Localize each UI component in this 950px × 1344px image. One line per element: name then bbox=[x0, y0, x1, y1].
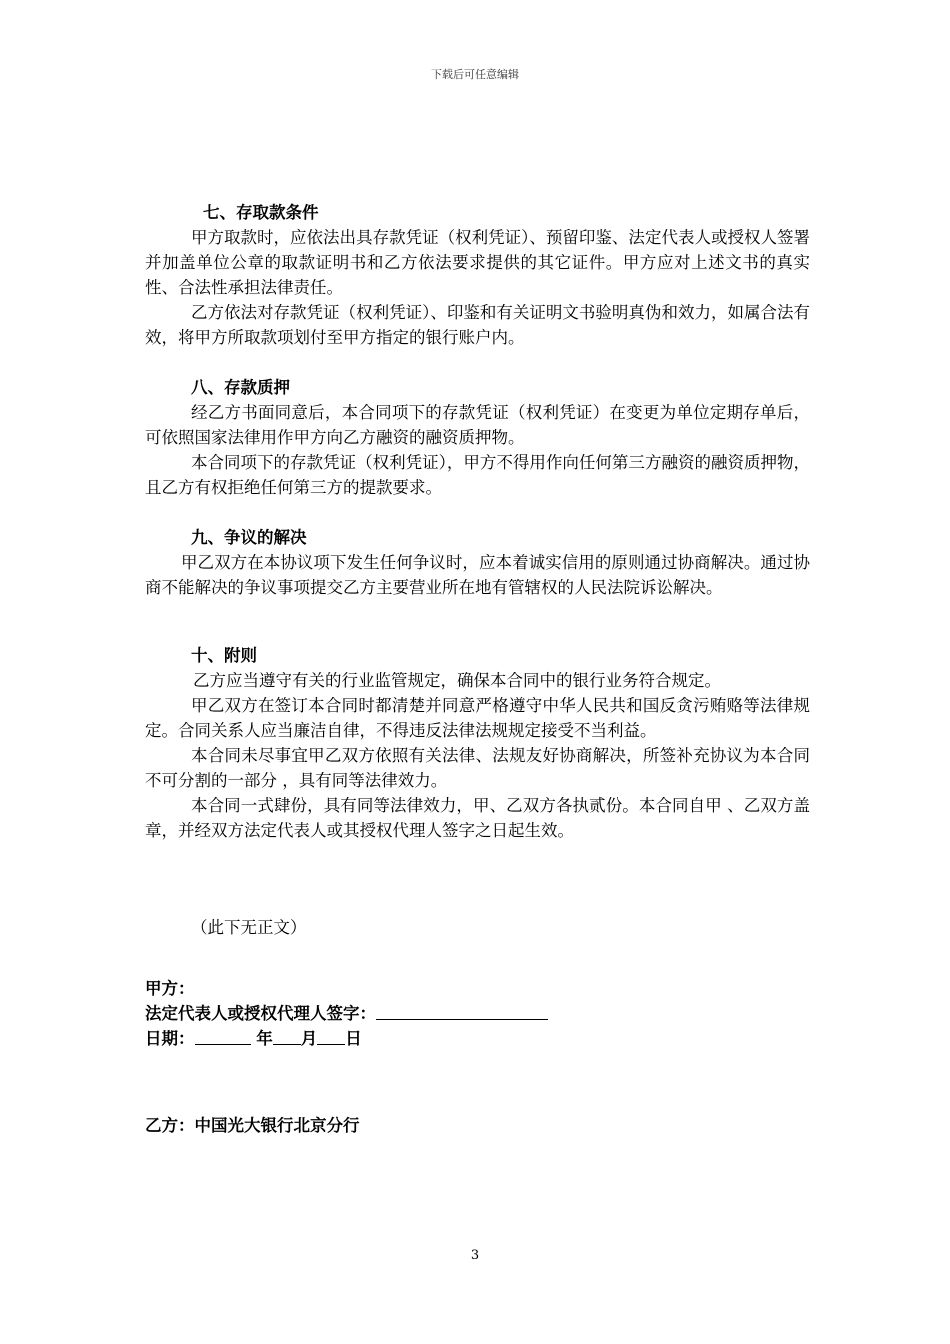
page-header: 下载后可任意编辑 bbox=[431, 68, 519, 81]
section-7-paragraph-1: 甲方取款时，应依法出具存款凭证（权利凭证）、预留印鉴、法定代表人或授权人签署并加盖单位公章的取款证明书和乙方依法要求提供的其它证件。甲方应对上述文书的真实性、合法性承担法律责任。 bbox=[145, 228, 810, 297]
day-label: 日 bbox=[345, 1029, 362, 1048]
month-blank bbox=[273, 1028, 301, 1045]
section-10-paragraph-4: 本合同一式肆份，具有同等法律效力，甲、乙双方各执贰份。本合同自甲 、乙双方盖章，并经双方法定代表人或其授权代理人签字之日起生效。 bbox=[145, 796, 810, 840]
section-10-heading: 十、附则 bbox=[191, 646, 257, 665]
section-8-paragraph-2: 本合同项下的存款凭证（权利凭证），甲方不得用作向任何第三方融资的融资质押物，且乙方有权拒绝任何第三方的提款要求。 bbox=[145, 453, 810, 497]
date-label: 日期： bbox=[145, 1029, 195, 1048]
section-8-heading: 八、存款质押 bbox=[191, 378, 290, 397]
section-8-paragraph-1: 经乙方书面同意后，本合同项下的存款凭证（权利凭证）在变更为单位定期存单后，可依照国家法律用作甲方向乙方融资的融资质押物。 bbox=[145, 403, 810, 447]
section-10-paragraph-1: 乙方应当遵守有关的行业监管规定，确保本合同中的银行业务符合规定。 bbox=[193, 671, 721, 690]
date-line bbox=[145, 1026, 810, 1051]
year-label: 年 bbox=[256, 1029, 273, 1048]
section-7-paragraph-2: 乙方依法对存款凭证（权利凭证）、印鉴和有关证明文书验明真伪和效力，如属合法有效，将甲方所取款项划付至甲方指定的银行账户内。 bbox=[145, 303, 810, 347]
signature-blank bbox=[376, 1003, 548, 1020]
month-label: 月 bbox=[300, 1029, 318, 1048]
section-10-paragraph-3: 本合同未尽事宜甲乙双方依照有关法律、法规友好协商解决，所签补充协议为本合同不可分割的一部分 ，具有同等法律效力。 bbox=[145, 746, 810, 790]
signer-label: 法定代表人或授权代理人签字： bbox=[145, 1004, 376, 1023]
party-a-label: 甲方： bbox=[145, 979, 195, 998]
page-number: 3 bbox=[470, 1248, 480, 1263]
no-further-text: （此下无正文） bbox=[191, 918, 307, 937]
section-9-paragraph-1: 甲乙双方在本协议项下发生任何争议时，应本着诚实信用的原则通过协商解决。通过协商不能解决的争议事项提交乙方主要营业所在地有管辖权的人民法院诉讼解决。 bbox=[145, 553, 810, 597]
day-blank bbox=[317, 1028, 345, 1045]
section-9-heading: 九、争议的解决 bbox=[191, 528, 307, 547]
signer-line bbox=[145, 1001, 810, 1026]
section-7-heading: 七、存取款条件 bbox=[203, 203, 319, 222]
contract-body bbox=[145, 200, 810, 1138]
year-blank bbox=[195, 1028, 251, 1045]
party-b-label: 乙方：中国光大银行北京分行 bbox=[145, 1116, 360, 1135]
section-10-paragraph-2: 甲乙双方在签订本合同时都清楚并同意严格遵守中华人民共和国反贪污贿赂等法律规定。合同关系人应当廉洁自律，不得违反法律法规规定接受不当利益。 bbox=[145, 696, 810, 740]
